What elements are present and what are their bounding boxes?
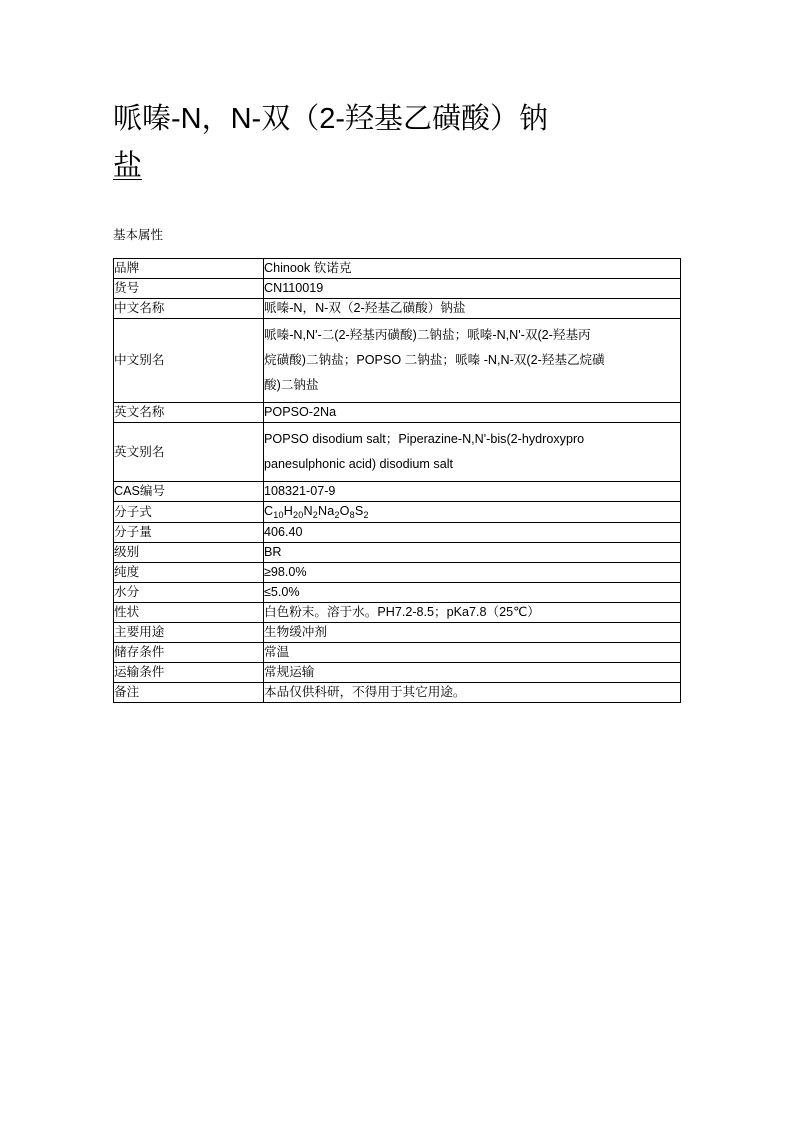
row-value-storage-conditions: 常温 [264,643,681,663]
table-row [114,583,681,603]
chinese-alias-line-2: 烷磺酸)二钠盐；POPSO 二钠盐；哌嗪 -N,N-双(2-羟基乙烷磺 [264,353,605,367]
table-row [114,683,681,703]
english-alias-line-1: POPSO disodium salt；Piperazine-N,N'-bis(2-hydroxypro [264,432,585,446]
table-row [114,663,681,683]
table-row [114,523,681,543]
page-title-line-1: 哌嗪-N，N-双（2-羟基乙磺酸）钠 [113,103,548,135]
row-value-grade: BR [264,543,681,563]
table-row [114,502,681,523]
table-row [114,403,681,423]
page-title-line-2: 盐 [113,150,143,182]
row-key-molecular-weight: 分子量 [114,523,264,543]
properties-table-body [114,259,681,703]
row-key-chinese-name: 中文名称 [114,299,264,319]
row-value-item-number: CN110019 [264,279,681,299]
table-row [114,299,681,319]
formula-subscript: 10 [273,510,284,520]
row-key-cas-number: CAS编号 [114,482,264,502]
row-value-cas-number: 108321-07-9 [264,482,681,502]
row-key-chinese-alias: 中文别名 [114,319,264,403]
row-value-molecular-weight: 406.40 [264,523,681,543]
table-row [114,259,681,279]
row-value-chinese-alias [264,319,681,403]
formula-subscript: 20 [293,510,304,520]
row-key-molecular-formula: 分子式 [114,502,264,523]
chinese-alias-line-3: 酸)二钠盐 [264,378,319,392]
row-value-transport-conditions: 常规运输 [264,663,681,683]
row-value-english-name: POPSO-2Na [264,403,681,423]
row-key-grade: 级别 [114,543,264,563]
formula-subscript: 2 [363,510,369,520]
row-key-purity: 纯度 [114,563,264,583]
document-content [113,96,683,703]
row-value-english-alias [264,423,681,482]
row-key-moisture: 水分 [114,583,264,603]
row-key-properties: 性状 [114,603,264,623]
row-value-chinese-name: 哌嗪-N，N-双（2-羟基乙磺酸）钠盐 [264,299,681,319]
table-row [114,643,681,663]
formula-subscript: 2 [334,510,340,520]
table-row [114,563,681,583]
row-key-english-alias: 英文别名 [114,423,264,482]
row-key-main-use: 主要用途 [114,623,264,643]
table-row [114,423,681,482]
row-value-brand: Chinook 钦诺克 [264,259,681,279]
table-row [114,623,681,643]
table-row [114,279,681,299]
page-title [113,96,683,190]
section-heading-basic-properties: 基本属性 [113,228,164,242]
row-value-molecular-formula [264,502,681,523]
row-key-transport-conditions: 运输条件 [114,663,264,683]
row-key-brand: 品牌 [114,259,264,279]
row-value-properties: 白色粉末。溶于水。PH7.2-8.5；pKa7.8（25℃） [264,603,681,623]
row-key-storage-conditions: 储存条件 [114,643,264,663]
row-key-item-number: 货号 [114,279,264,299]
row-key-english-name: 英文名称 [114,403,264,423]
molecular-formula-text: $C_{10}H_{20}N_2Na_2O_8S_2$ [264,504,369,520]
formula-subscript: 8 [349,510,355,520]
chinese-alias-line-1: 哌嗪-N,N'-二(2-羟基丙磺酸)二钠盐；哌嗪-N,N'-双(2-羟基丙 [264,328,591,342]
row-value-main-use: 生物缓冲剂 [264,623,681,643]
properties-table [113,258,681,703]
table-row [114,603,681,623]
formula-subscript: 2 [312,510,318,520]
row-value-remarks: 本品仅供科研，不得用于其它用途。 [264,683,681,703]
row-value-moisture: ≤5.0% [264,583,681,603]
row-key-remarks: 备注 [114,683,264,703]
table-row [114,543,681,563]
table-row [114,319,681,403]
row-value-purity: ≥98.0% [264,563,681,583]
english-alias-line-2: panesulphonic acid) disodium salt [264,457,454,471]
table-row [114,482,681,502]
